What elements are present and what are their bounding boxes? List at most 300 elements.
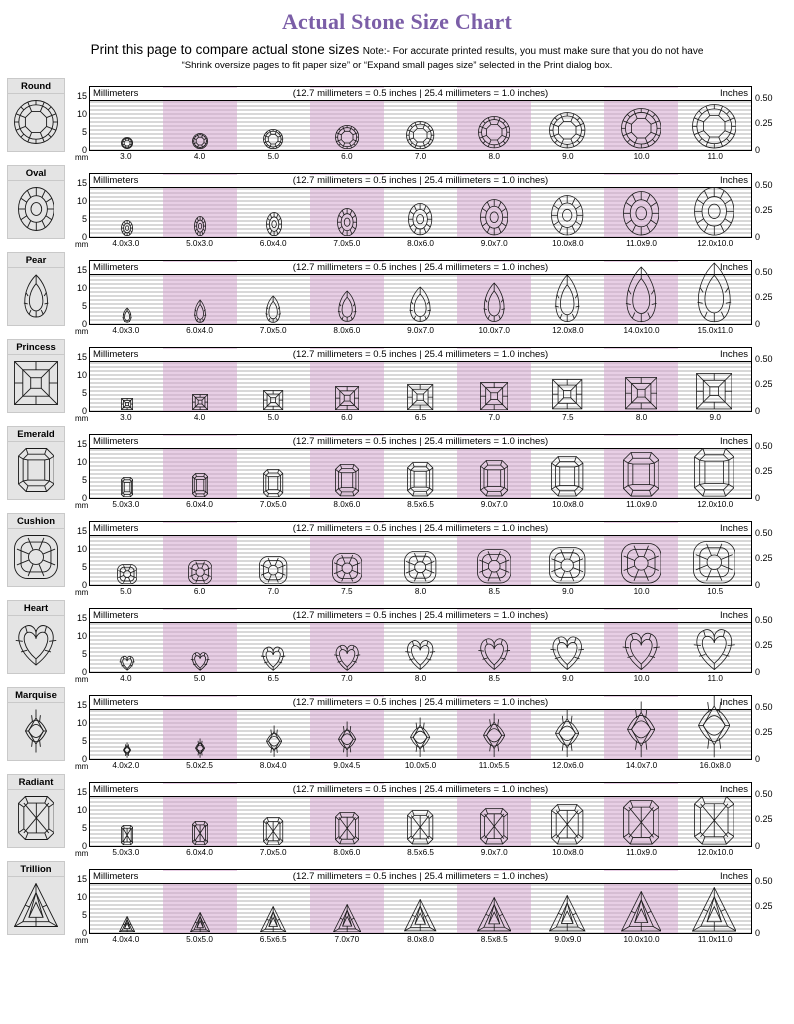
stone-row bbox=[90, 536, 751, 585]
x-axis-labels bbox=[89, 848, 752, 858]
header-millimeters: Millimeters bbox=[93, 435, 139, 447]
stone-row bbox=[90, 797, 751, 846]
x-tick-label: 6.0x4.0 bbox=[186, 325, 213, 335]
stone-marquise-3 bbox=[310, 710, 383, 759]
header-inches: Inches bbox=[720, 261, 748, 273]
shape-legend-oval bbox=[5, 165, 67, 239]
stone-row bbox=[90, 623, 751, 672]
stone-oval-2 bbox=[237, 188, 310, 237]
y-axis-millimeters bbox=[67, 513, 89, 595]
chart-row bbox=[0, 252, 794, 338]
header-conversion: (12.7 millimeters = 0.5 inches | 25.4 millimeters = 1.0 inches) bbox=[292, 88, 549, 100]
x-tick-label: 11.0x5.5 bbox=[478, 760, 510, 770]
stone-pear-2 bbox=[237, 275, 310, 324]
stone-emerald-8 bbox=[678, 449, 751, 498]
size-scale-chart bbox=[67, 252, 790, 334]
x-tick-label: 5.0 bbox=[193, 673, 206, 683]
x-tick-label: 4.0x2.0 bbox=[112, 760, 140, 770]
x-tick-label: 4.0 bbox=[193, 151, 206, 161]
chart-row bbox=[0, 687, 794, 773]
chart-header-line bbox=[90, 523, 751, 536]
stone-pear-3 bbox=[310, 275, 383, 324]
shape-name-label: Emerald bbox=[7, 426, 65, 442]
stone-oval-7 bbox=[604, 188, 677, 237]
shape-legend-marquise bbox=[5, 687, 67, 761]
header-inches: Inches bbox=[720, 696, 748, 708]
y-axis-inches bbox=[752, 78, 790, 160]
header-millimeters: Millimeters bbox=[93, 87, 139, 99]
y-tick-left: 15 bbox=[76, 786, 87, 797]
y-tick-left: 0 bbox=[81, 319, 87, 330]
y-tick-right: 0.25 bbox=[755, 726, 773, 737]
stone-princess-5 bbox=[457, 362, 530, 411]
header-conversion: (12.7 millimeters = 0.5 inches | 25.4 millimeters = 1.0 inches) bbox=[292, 436, 549, 448]
y-tick-right: 0.25 bbox=[755, 465, 773, 476]
x-tick-label: 6.5 bbox=[414, 412, 427, 422]
y-tick-left: 10 bbox=[76, 108, 87, 119]
stone-cushion-8 bbox=[678, 536, 751, 585]
stone-trillion-3 bbox=[310, 884, 383, 933]
x-axis-labels bbox=[89, 587, 752, 597]
y-tick-right: 0.50 bbox=[755, 614, 773, 625]
x-tick-label: 4.0 bbox=[193, 412, 206, 422]
x-tick-label: 12.0x10.0 bbox=[697, 499, 734, 509]
stone-princess-0 bbox=[90, 362, 163, 411]
x-tick-label: 11.0 bbox=[707, 151, 723, 161]
size-scale-chart bbox=[67, 339, 790, 421]
x-tick-label: 8.0x6.0 bbox=[333, 325, 361, 335]
y-tick-left: 15 bbox=[76, 177, 87, 188]
stone-marquise-6 bbox=[531, 710, 604, 759]
y-tick-right: 0.25 bbox=[755, 813, 773, 824]
y-axis-inches bbox=[752, 252, 790, 334]
shape-name-label: Heart bbox=[7, 600, 65, 616]
y-tick-right: 0 bbox=[755, 145, 761, 156]
mm-unit-label: mm bbox=[75, 152, 89, 162]
y-axis-millimeters bbox=[67, 252, 89, 334]
shape-name-label: Pear bbox=[7, 252, 65, 268]
y-tick-left: 0 bbox=[81, 232, 87, 243]
x-tick-label: 5.0 bbox=[120, 586, 132, 596]
x-tick-label: 5.0x5.0 bbox=[186, 934, 213, 944]
y-tick-left: 0 bbox=[81, 406, 87, 417]
x-tick-label: 9.0 bbox=[562, 673, 574, 683]
chart-row bbox=[0, 861, 794, 947]
x-tick-label: 6.0 bbox=[193, 586, 206, 596]
stone-oval-3 bbox=[310, 188, 383, 237]
y-tick-right: 0.25 bbox=[755, 378, 773, 389]
shape-legend-radiant bbox=[5, 774, 67, 848]
stone-pear-5 bbox=[457, 275, 530, 324]
y-axis-millimeters bbox=[67, 600, 89, 682]
chart-header-line bbox=[90, 175, 751, 188]
x-tick-label: 5.0 bbox=[267, 412, 279, 422]
x-tick-label: 9.0 bbox=[709, 412, 721, 422]
chart-row bbox=[0, 513, 794, 599]
y-tick-left: 10 bbox=[76, 282, 87, 293]
shape-legend-heart bbox=[5, 600, 67, 674]
shape-name-label: Princess bbox=[7, 339, 65, 355]
size-scale-chart bbox=[67, 774, 790, 856]
y-tick-right: 0 bbox=[755, 841, 761, 852]
stone-emerald-0 bbox=[90, 449, 163, 498]
mm-unit-label: mm bbox=[75, 674, 89, 684]
y-tick-right: 0.50 bbox=[755, 875, 773, 886]
stone-emerald-6 bbox=[531, 449, 604, 498]
mm-unit-label: mm bbox=[75, 761, 89, 771]
chart-row bbox=[0, 78, 794, 164]
mm-unit-label: mm bbox=[75, 326, 89, 336]
shape-thumbnail-heart-icon bbox=[7, 616, 65, 674]
x-tick-label: 11.0 bbox=[707, 673, 723, 683]
y-tick-right: 0.50 bbox=[755, 701, 773, 712]
plot-area bbox=[89, 260, 752, 325]
x-tick-label: 8.5x6.5 bbox=[407, 847, 434, 857]
chart-rows bbox=[0, 78, 794, 947]
stone-marquise-5 bbox=[457, 710, 530, 759]
stone-round-1 bbox=[163, 101, 236, 150]
y-tick-left: 5 bbox=[81, 822, 87, 833]
y-tick-left: 15 bbox=[76, 612, 87, 623]
stone-princess-1 bbox=[163, 362, 236, 411]
x-tick-label: 8.0x6.0 bbox=[407, 238, 434, 248]
y-tick-left: 5 bbox=[81, 474, 87, 485]
stone-cushion-6 bbox=[531, 536, 604, 585]
header-conversion: (12.7 millimeters = 0.5 inches | 25.4 millimeters = 1.0 inches) bbox=[292, 784, 549, 796]
x-tick-label: 8.0 bbox=[488, 151, 500, 161]
x-tick-label: 12.0x10.0 bbox=[697, 847, 734, 857]
shape-name-label: Radiant bbox=[7, 774, 65, 790]
x-tick-label: 14.0x10.0 bbox=[623, 325, 660, 335]
stone-princess-2 bbox=[237, 362, 310, 411]
mm-unit-label: mm bbox=[75, 935, 89, 945]
x-tick-label: 6.5x6.5 bbox=[259, 934, 287, 944]
x-tick-label: 11.0x9.0 bbox=[626, 847, 657, 857]
subtitle-note: Note:- For accurate printed results, you must make sure that you do not have bbox=[362, 46, 704, 57]
stone-trillion-7 bbox=[604, 884, 677, 933]
shape-legend-trillion bbox=[5, 861, 67, 935]
stone-oval-8 bbox=[678, 188, 751, 237]
stone-oval-5 bbox=[457, 188, 530, 237]
stone-round-4 bbox=[384, 101, 457, 150]
chart-header-line bbox=[90, 784, 751, 797]
x-tick-label: 3.0 bbox=[120, 151, 132, 161]
stone-heart-2 bbox=[237, 623, 310, 672]
x-tick-label: 6.0x4.0 bbox=[186, 499, 213, 509]
header-inches: Inches bbox=[720, 174, 748, 186]
x-axis-labels bbox=[89, 500, 752, 510]
x-tick-label: 9.0x7.0 bbox=[480, 238, 508, 248]
stone-princess-3 bbox=[310, 362, 383, 411]
y-tick-right: 0.50 bbox=[755, 266, 773, 277]
stone-row bbox=[90, 101, 751, 150]
x-axis-labels bbox=[89, 935, 752, 945]
x-tick-label: 15.0x11.0 bbox=[697, 325, 733, 335]
x-tick-label: 10.0x10.0 bbox=[623, 934, 660, 944]
y-axis-inches bbox=[752, 600, 790, 682]
x-tick-label: 9.0 bbox=[562, 586, 574, 596]
x-tick-label: 9.0x7.0 bbox=[480, 499, 508, 509]
x-tick-label: 4.0x4.0 bbox=[112, 934, 140, 944]
stone-heart-3 bbox=[310, 623, 383, 672]
stone-radiant-4 bbox=[384, 797, 457, 846]
y-tick-right: 0 bbox=[755, 493, 761, 504]
y-tick-right: 0 bbox=[755, 754, 761, 765]
y-tick-right: 0.25 bbox=[755, 291, 773, 302]
shape-legend-round bbox=[5, 78, 67, 152]
x-tick-label: 12.0x6.0 bbox=[552, 760, 584, 770]
header-inches: Inches bbox=[720, 435, 748, 447]
y-tick-right: 0 bbox=[755, 580, 761, 591]
stone-trillion-0 bbox=[90, 884, 163, 933]
y-tick-left: 15 bbox=[76, 873, 87, 884]
header-conversion: (12.7 millimeters = 0.5 inches | 25.4 millimeters = 1.0 inches) bbox=[292, 697, 549, 709]
size-scale-chart bbox=[67, 426, 790, 508]
stone-pear-1 bbox=[163, 275, 236, 324]
y-axis-inches bbox=[752, 426, 790, 508]
shape-legend-pear bbox=[5, 252, 67, 326]
chart-header-line bbox=[90, 88, 751, 101]
x-axis-labels bbox=[89, 152, 752, 162]
y-tick-left: 5 bbox=[81, 561, 87, 572]
y-tick-right: 0.25 bbox=[755, 117, 773, 128]
stone-trillion-5 bbox=[457, 884, 530, 933]
stone-cushion-7 bbox=[604, 536, 677, 585]
stone-row bbox=[90, 449, 751, 498]
x-tick-label: 4.0x3.0 bbox=[112, 238, 140, 248]
plot-area bbox=[89, 608, 752, 673]
x-tick-label: 8.0x6.0 bbox=[333, 847, 361, 857]
y-tick-right: 0.50 bbox=[755, 788, 773, 799]
y-tick-left: 10 bbox=[76, 369, 87, 380]
plot-area bbox=[89, 173, 752, 238]
stone-radiant-6 bbox=[531, 797, 604, 846]
x-tick-label: 3.0 bbox=[120, 412, 132, 422]
stone-princess-6 bbox=[531, 362, 604, 411]
y-tick-left: 15 bbox=[76, 699, 87, 710]
stone-cushion-2 bbox=[237, 536, 310, 585]
shape-name-label: Round bbox=[7, 78, 65, 94]
stone-radiant-1 bbox=[163, 797, 236, 846]
y-tick-right: 0.50 bbox=[755, 179, 773, 190]
shape-name-label: Cushion bbox=[7, 513, 65, 529]
stone-marquise-8 bbox=[678, 710, 751, 759]
stone-oval-0 bbox=[90, 188, 163, 237]
chart-row bbox=[0, 339, 794, 425]
stone-trillion-2 bbox=[237, 884, 310, 933]
page-subtitle bbox=[0, 42, 794, 72]
header-inches: Inches bbox=[720, 348, 748, 360]
y-axis-millimeters bbox=[67, 861, 89, 943]
stone-emerald-3 bbox=[310, 449, 383, 498]
y-tick-left: 10 bbox=[76, 543, 87, 554]
x-tick-label: 8.5 bbox=[488, 673, 500, 683]
x-tick-label: 10.0x8.0 bbox=[552, 238, 584, 248]
stone-heart-7 bbox=[604, 623, 677, 672]
header-conversion: (12.7 millimeters = 0.5 inches | 25.4 millimeters = 1.0 inches) bbox=[292, 262, 549, 274]
stone-pear-0 bbox=[90, 275, 163, 324]
header-millimeters: Millimeters bbox=[93, 783, 139, 795]
stone-princess-4 bbox=[384, 362, 457, 411]
shape-thumbnail-princess-icon bbox=[7, 355, 65, 413]
shape-legend-emerald bbox=[5, 426, 67, 500]
y-axis-millimeters bbox=[67, 339, 89, 421]
stone-emerald-4 bbox=[384, 449, 457, 498]
y-axis-inches bbox=[752, 687, 790, 769]
y-tick-right: 0 bbox=[755, 319, 761, 330]
stone-cushion-0 bbox=[90, 536, 163, 585]
subtitle-line1: Print this page to compare actual stone sizes bbox=[90, 42, 360, 57]
x-tick-label: 8.0x4.0 bbox=[259, 760, 287, 770]
stone-cushion-3 bbox=[310, 536, 383, 585]
x-tick-label: 11.0x9.0 bbox=[626, 499, 657, 509]
x-tick-label: 8.0 bbox=[635, 412, 648, 422]
x-tick-label: 5.0x3.0 bbox=[112, 847, 140, 857]
stone-round-3 bbox=[310, 101, 383, 150]
x-tick-label: 8.5 bbox=[488, 586, 500, 596]
x-tick-label: 7.0 bbox=[488, 412, 500, 422]
stone-pear-8 bbox=[678, 275, 751, 324]
y-axis-inches bbox=[752, 774, 790, 856]
y-tick-left: 5 bbox=[81, 648, 87, 659]
y-tick-right: 0 bbox=[755, 406, 761, 417]
stone-radiant-8 bbox=[678, 797, 751, 846]
x-tick-label: 14.0x7.0 bbox=[625, 760, 658, 770]
x-tick-label: 7.0x5.0 bbox=[333, 238, 361, 248]
y-tick-left: 5 bbox=[81, 300, 87, 311]
stone-marquise-1 bbox=[163, 710, 236, 759]
y-tick-right: 0 bbox=[755, 232, 761, 243]
stone-trillion-1 bbox=[163, 884, 236, 933]
shape-legend-princess bbox=[5, 339, 67, 413]
x-tick-label: 7.0 bbox=[267, 586, 279, 596]
shape-name-label: Oval bbox=[7, 165, 65, 181]
plot-area bbox=[89, 86, 752, 151]
y-axis-inches bbox=[752, 513, 790, 595]
y-tick-right: 0.25 bbox=[755, 639, 773, 650]
header-inches: Inches bbox=[720, 87, 748, 99]
stone-emerald-7 bbox=[604, 449, 677, 498]
y-tick-left: 5 bbox=[81, 126, 87, 137]
y-tick-left: 0 bbox=[81, 493, 87, 504]
stone-radiant-5 bbox=[457, 797, 530, 846]
header-millimeters: Millimeters bbox=[93, 174, 139, 186]
x-tick-label: 8.5x6.5 bbox=[407, 499, 434, 509]
y-tick-left: 5 bbox=[81, 213, 87, 224]
header-millimeters: Millimeters bbox=[93, 522, 139, 534]
y-tick-left: 5 bbox=[81, 387, 87, 398]
y-tick-right: 0 bbox=[755, 928, 761, 939]
y-axis-inches bbox=[752, 165, 790, 247]
y-tick-right: 0.50 bbox=[755, 353, 773, 364]
size-scale-chart bbox=[67, 78, 790, 160]
x-tick-label: 10.0 bbox=[633, 673, 650, 683]
x-axis-labels bbox=[89, 413, 752, 423]
stone-cushion-1 bbox=[163, 536, 236, 585]
y-axis-inches bbox=[752, 339, 790, 421]
y-tick-left: 0 bbox=[81, 754, 87, 765]
stone-heart-1 bbox=[163, 623, 236, 672]
stone-marquise-0 bbox=[90, 710, 163, 759]
stone-row bbox=[90, 188, 751, 237]
y-tick-left: 15 bbox=[76, 525, 87, 536]
size-scale-chart bbox=[67, 861, 790, 943]
stone-oval-4 bbox=[384, 188, 457, 237]
shape-thumbnail-radiant-icon bbox=[7, 790, 65, 848]
stone-trillion-6 bbox=[531, 884, 604, 933]
mm-unit-label: mm bbox=[75, 413, 89, 423]
y-tick-left: 10 bbox=[76, 630, 87, 641]
y-tick-right: 0.50 bbox=[755, 440, 773, 451]
shape-thumbnail-oval-icon bbox=[7, 181, 65, 239]
y-tick-left: 15 bbox=[76, 351, 87, 362]
y-axis-inches bbox=[752, 861, 790, 943]
stone-marquise-7 bbox=[604, 710, 677, 759]
stone-heart-4 bbox=[384, 623, 457, 672]
shape-thumbnail-cushion-icon bbox=[7, 529, 65, 587]
stone-pear-7 bbox=[604, 275, 677, 324]
header-conversion: (12.7 millimeters = 0.5 inches | 25.4 millimeters = 1.0 inches) bbox=[292, 610, 549, 622]
y-tick-left: 10 bbox=[76, 891, 87, 902]
stone-marquise-4 bbox=[384, 710, 457, 759]
size-scale-chart bbox=[67, 165, 790, 247]
x-tick-label: 8.0 bbox=[414, 586, 427, 596]
header-millimeters: Millimeters bbox=[93, 696, 139, 708]
x-tick-label: 4.0 bbox=[120, 673, 132, 683]
x-tick-label: 10.0x7.0 bbox=[478, 325, 510, 335]
shape-legend-cushion bbox=[5, 513, 67, 587]
x-tick-label: 11.0x9.0 bbox=[626, 238, 657, 248]
x-tick-label: 6.0 bbox=[341, 151, 353, 161]
stone-round-2 bbox=[237, 101, 310, 150]
shape-thumbnail-marquise-icon bbox=[7, 703, 65, 761]
y-tick-left: 15 bbox=[76, 438, 87, 449]
y-tick-left: 5 bbox=[81, 735, 87, 746]
y-tick-right: 0.50 bbox=[755, 527, 773, 538]
page-title: Actual Stone Size Chart bbox=[281, 9, 513, 34]
x-tick-label: 7.0x5.0 bbox=[259, 325, 287, 335]
stone-trillion-4 bbox=[384, 884, 457, 933]
x-tick-label: 7.5 bbox=[562, 412, 574, 422]
size-scale-chart bbox=[67, 687, 790, 769]
x-tick-label: 12.0x8.0 bbox=[552, 325, 584, 335]
y-tick-right: 0.25 bbox=[755, 552, 773, 563]
x-tick-label: 9.0x7.0 bbox=[407, 325, 434, 335]
stone-radiant-2 bbox=[237, 797, 310, 846]
header-conversion: (12.7 millimeters = 0.5 inches | 25.4 millimeters = 1.0 inches) bbox=[292, 523, 549, 535]
stone-cushion-4 bbox=[384, 536, 457, 585]
y-tick-left: 0 bbox=[81, 928, 87, 939]
y-tick-right: 0 bbox=[755, 667, 761, 678]
x-axis-labels bbox=[89, 239, 752, 249]
stone-round-0 bbox=[90, 101, 163, 150]
y-tick-left: 0 bbox=[81, 667, 87, 678]
x-tick-label: 8.0x8.0 bbox=[407, 934, 434, 944]
x-tick-label: 6.0 bbox=[341, 412, 353, 422]
stone-radiant-7 bbox=[604, 797, 677, 846]
stone-round-7 bbox=[604, 101, 677, 150]
stone-pear-6 bbox=[531, 275, 604, 324]
y-tick-left: 15 bbox=[76, 90, 87, 101]
chart-header-line bbox=[90, 349, 751, 362]
x-tick-label: 7.0x70 bbox=[334, 934, 360, 944]
x-axis-labels bbox=[89, 326, 752, 336]
stone-emerald-5 bbox=[457, 449, 530, 498]
y-axis-millimeters bbox=[67, 687, 89, 769]
chart-row bbox=[0, 165, 794, 251]
stone-heart-0 bbox=[90, 623, 163, 672]
plot-area bbox=[89, 869, 752, 934]
